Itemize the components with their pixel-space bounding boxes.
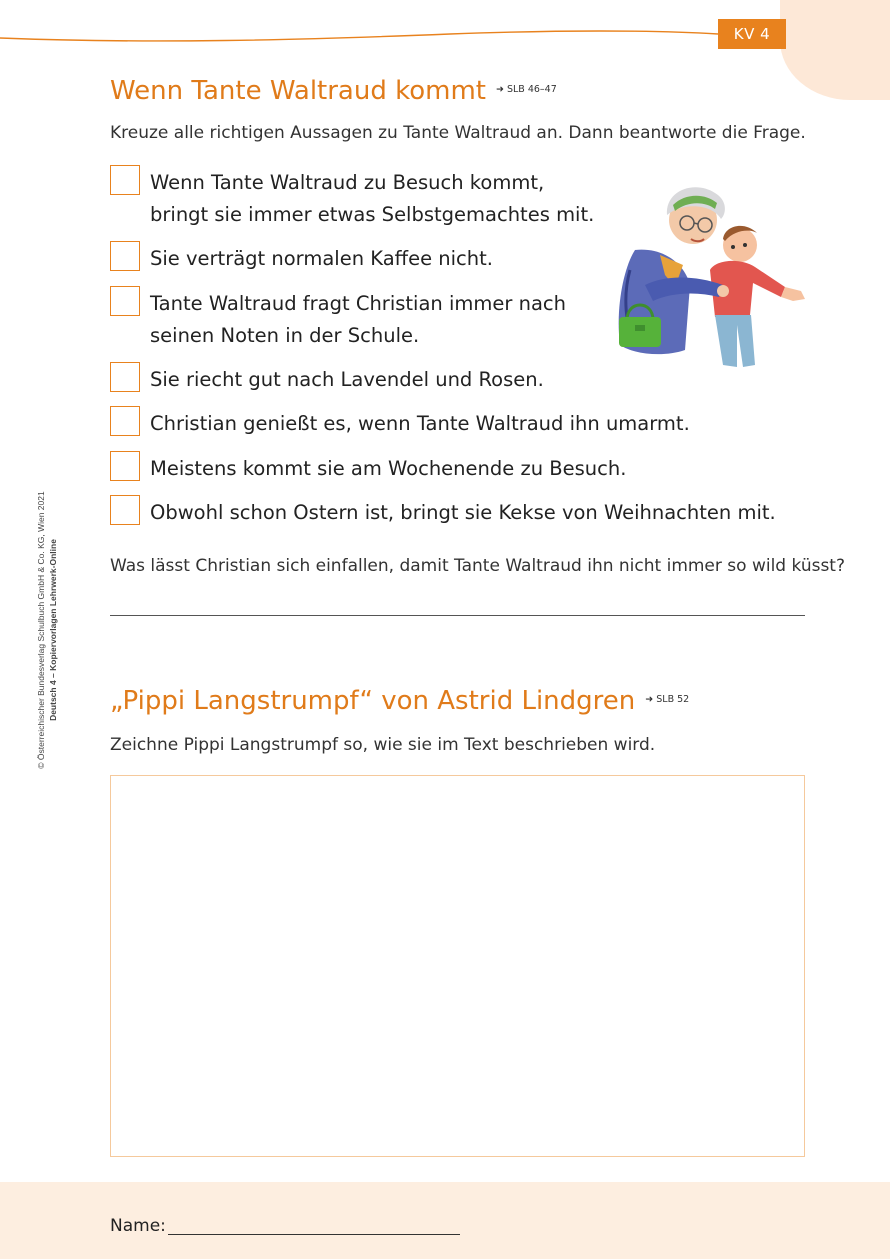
statement-checkbox[interactable] [110,362,140,392]
statement-text: Christian genießt es, wenn Tante Waltraud ihn umarmt. [150,412,690,435]
answer-line[interactable] [110,615,805,616]
name-input-line[interactable] [168,1234,460,1235]
statement-text: Sie verträgt normalen Kaffee nicht. [150,247,493,270]
section-title-pippi [110,686,689,716]
copyright-line: © Österreichischer Bundesverlag Schulbuch GmbH & Co. KG, Wien 2021 [36,491,46,769]
statement-text: Wenn Tante Waltraud zu Besuch kommt, bringt sie immer etwas Selbstgemachtes mit. [150,171,595,226]
grandma-hugging-boy-illustration [605,175,810,380]
textbook-reference: ➜ SLB 52 [645,694,690,705]
statement-text: Obwohl schon Ostern ist, bringt sie Kekse von Weihnachten mit. [150,501,776,524]
statement-checkbox[interactable] [110,495,140,525]
drawing-instruction: Zeichne Pippi Langstrumpf so, wie sie im Text beschrieben wird. [110,735,656,755]
section-title-tante-waltraud [110,76,557,106]
textbook-reference: ➜ SLB 46–47 [496,84,557,95]
statement-checkbox[interactable] [110,406,140,436]
statement-checkbox[interactable] [110,286,140,316]
question-text: Was lässt Christian sich einfallen, damit Tante Waltraud ihn nicht immer so wild küsst? [110,556,845,576]
instruction-text: Kreuze alle richtigen Aussagen zu Tante Waltraud an. Dann beantworte die Frage. [110,123,806,143]
corner-decoration [780,0,890,100]
statement-text: Meistens kommt sie am Wochenende zu Besuch. [150,457,627,480]
statement-checkbox[interactable] [110,241,140,271]
name-label: Name: [110,1216,166,1236]
section-title-text: „Pippi Langstrumpf“ von Astrid Lindgren [110,686,636,716]
drawing-area[interactable] [110,775,805,1157]
copyright-credit-text [35,491,59,768]
section-title-text: Wenn Tante Waltraud kommt [110,76,486,106]
worksheet-badge: KV 4 [718,19,786,49]
statement-text: Sie riecht gut nach Lavendel und Rosen. [150,368,544,391]
statement-checkbox[interactable] [110,165,140,195]
statement-checkbox[interactable] [110,451,140,481]
statement-text: Tante Waltraud fragt Christian immer nach seinen Noten in der Schule. [150,292,566,347]
book-title-line: Deutsch 4 – Kopiervorlagen Lehrwerk-Online [48,539,58,721]
